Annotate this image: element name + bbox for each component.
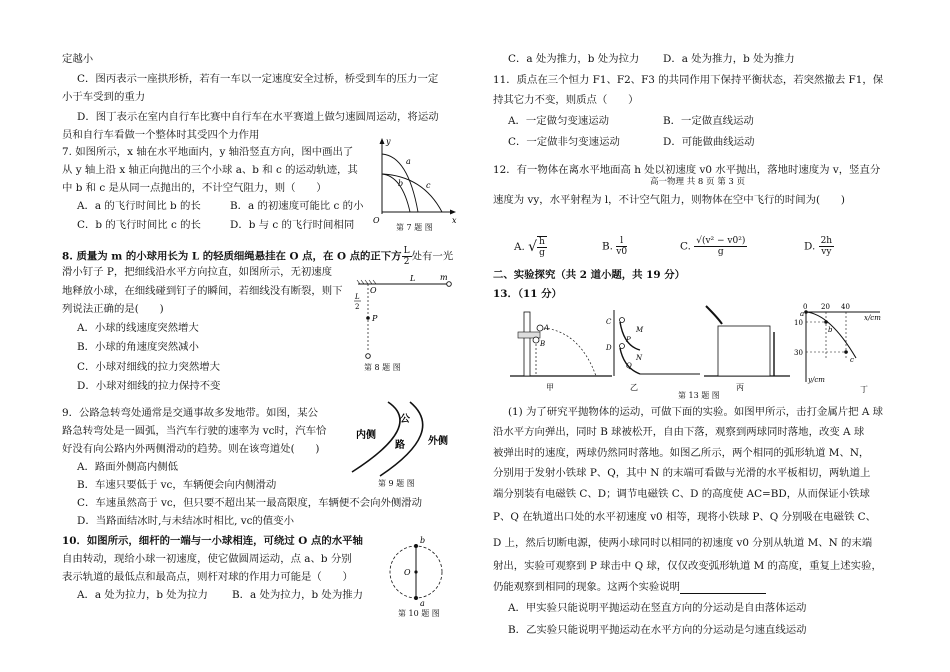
fig-label-lu: 路 [395, 440, 405, 451]
figure-bing [704, 306, 790, 392]
svg-text:A: A [544, 324, 550, 332]
q9-stem-1: 9．公路急转弯处通常是交通事故多发地带。如图，某公 [62, 407, 318, 419]
fig-label-c: c [426, 181, 431, 190]
svg-text:b: b [828, 326, 833, 334]
q10-stem-1: 10．如图所示，细杆的一端与一小球相连，可绕过 O 点的水平轴 [62, 535, 363, 547]
q13-para-5: 端分别装有电磁铁 C、D；调节电磁铁 C、D 的高度使 AC=BD，从而保证小铁球 [493, 488, 870, 500]
svg-text:30: 30 [794, 349, 803, 357]
fig-label-outer: 外侧 [428, 436, 448, 447]
q13-para-2: 沿水平方向弹出，同时 B 球被松开，自由下落，观察到两球同时落地，改变 A 球 [493, 426, 865, 438]
svg-text:c: c [850, 356, 854, 364]
q11-option-d: D．可能做曲线运动 [663, 136, 755, 148]
svg-text:10: 10 [794, 319, 803, 327]
trajectory-b [382, 174, 410, 212]
svg-text:N: N [636, 354, 643, 362]
q13-title: 13．（11 分） [493, 288, 562, 300]
text-line: 定越小 [62, 53, 94, 65]
svg-text:x/cm: x/cm [864, 314, 881, 322]
label-yi: 乙 [630, 383, 638, 392]
ball-p [620, 318, 625, 323]
fraction-l-over-2: $\frac{L}{2}$ [403, 246, 410, 267]
q9-stem-2: 路急转弯处是一圆弧，当汽车行驶的速率为 vc时，汽车恰 [62, 425, 327, 437]
svg-text:C: C [606, 318, 612, 326]
text-line: 员和自行车看做一个整体时其受四个力作用 [62, 129, 260, 141]
ball-m [447, 282, 452, 287]
q10-caption: 第 10 题 图 [398, 609, 440, 618]
q9-option-c: C．车速虽然高于 vc，但只要不超出某一最高限度，车辆便不会向外侧滑动 [77, 497, 423, 509]
page-header: 高一物理 共 8 页 第 3 页 [650, 177, 746, 187]
ball-top [414, 544, 418, 548]
q12-stem-1: 12．有一物体在离水平地面高 h 处以初速度 v0 水平抛出，落地时速度为 v，竖直分 [493, 164, 881, 176]
q8-stem-1 [62, 246, 453, 267]
q8-stem-1b: 处有一光 [411, 250, 454, 263]
svg-text:B: B [540, 340, 546, 348]
figure-ding [794, 303, 881, 394]
q10-option-b: B．a 处为拉力，b 处为推力 [232, 589, 363, 601]
fig-label-b: b [398, 179, 404, 188]
q12-stem-2: 速度为 vy，水平射程为 l，不计空气阻力，则物体在空中飞行的时间为( ) [493, 194, 845, 206]
q13-para-9: 仍能观察到相同的现象。这两个实验说明 [493, 580, 766, 594]
q9-option-a: A．路面外侧高内侧低 [77, 461, 179, 473]
fig-label-half-2: 2 [355, 303, 360, 311]
nail-p [366, 316, 370, 320]
q12-option-a: A. √ $\frac{h}{g}$ [514, 237, 545, 258]
q12-option-b: B. $\frac{l}{v0}$ [602, 236, 628, 257]
svg-text:20: 20 [821, 303, 830, 311]
q9-caption: 第 9 题 图 [378, 479, 415, 488]
label-bing: 丙 [736, 383, 744, 392]
q7-caption: 第 7 题 图 [396, 223, 433, 232]
q7-stem-1: 7. 如图所示，x 轴在水平地面内，y 轴沿竖直方向，图中画出了 [62, 146, 354, 158]
q13-para-3: 被弹出时的速度，两球仍然同时落地。如图乙所示，两个相同的弧形轨道 M、N， [493, 447, 870, 459]
svg-text:M: M [636, 326, 644, 334]
q8-option-a: A．小球的线速度突然增大 [77, 322, 199, 334]
svg-text:D: D [606, 344, 612, 352]
q7-stem-2: 从 y 轴上沿 x 轴正向抛出的三个小球 a、b 和 c 的运动轨迹，其 [62, 164, 358, 176]
trajectory-curve [806, 312, 856, 358]
q8-option-b: B．小球的角速度突然减小 [77, 341, 199, 353]
q13-para-8: 射出，实验可观察到 P 球击中 Q 球，仅仅改变弧形轨道 M 的高度，重复上述实验， [493, 560, 882, 572]
label-jia: 甲 [546, 383, 554, 392]
q7-option-b: B．a 的初速度可能比 c 的小 [230, 200, 364, 212]
q8-stem-4: 列说法正确的是( ) [62, 303, 164, 315]
q10-option-a: A．a 处为拉力，b 处为拉力 [77, 589, 208, 601]
text-line: D．图丁表示在室内自行车比赛中自行车在水平赛道上做匀速圆周运动，将运动 [77, 111, 439, 123]
q13-caption: 第 13 题 图 [678, 391, 720, 400]
q7-figure [368, 136, 458, 228]
figure-jia [510, 312, 612, 392]
q8-option-d: D．小球对细线的拉力保持不变 [77, 380, 221, 392]
fig-label-o: O [404, 568, 411, 577]
q13-para-6: P、Q 在轨道出口处的水平初速度 v0 相等，现将小铁球 P、Q 分别吸在电磁铁 C、 [493, 511, 876, 523]
q8-stem-3: 地释放小球，在细线碰到钉子的瞬间，若细线没有断裂，则下 [62, 285, 343, 297]
q10-option-d: D．a 处为推力，b 处为推力 [663, 53, 795, 65]
board [718, 326, 770, 376]
svg-text:Q: Q [626, 362, 632, 370]
q11-option-b: B．一定做直线运动 [663, 115, 754, 127]
figure-yi [605, 310, 700, 392]
q9-option-b: B．车速只要低于 vc，车辆便会向内侧滑动 [77, 479, 277, 491]
label-ding: 丁 [860, 385, 868, 394]
svg-text:0: 0 [803, 303, 808, 311]
q8-stem-1a: 8. 质量为 m 的小球用长为 L 的轻质细绳悬挂在 O 点，在 O 点的正下方 [62, 250, 402, 263]
q8-caption: 第 8 题 图 [364, 363, 401, 372]
chute [706, 306, 722, 324]
ball-bottom [414, 596, 418, 600]
text-line: 小于车受到的重力 [62, 91, 146, 103]
ball-q [620, 344, 625, 349]
fig-label-half-l: L [355, 293, 360, 301]
fig-label-y: y [386, 137, 391, 146]
fig-label-o: O [370, 286, 377, 295]
q13-figure [500, 302, 890, 398]
q12-option-d: D. $\frac{2h}{vy}$ [804, 236, 833, 257]
q7-option-d: D．b 与 c 的飞行时间相同 [230, 219, 355, 231]
fig-label-m: m [440, 273, 448, 282]
section-heading: 二、实验探究（共 2 道小题，共 19 分） [493, 269, 686, 281]
fig-label-o: O [373, 216, 380, 225]
q9-figure [340, 396, 464, 482]
svg-text:40: 40 [841, 303, 850, 311]
q8-option-c: C．小球对细线的拉力突然增大 [77, 361, 221, 373]
trajectory-a [544, 328, 596, 376]
fig-label-a: a [420, 599, 425, 608]
ball-bottom [366, 354, 371, 359]
fig-label-l: L [410, 274, 416, 283]
q7-option-a: A．a 的飞行时间比 b 的长 [77, 200, 201, 212]
q10-figure [386, 534, 446, 610]
svg-text:P: P [626, 336, 631, 344]
ball-b [533, 337, 539, 343]
q11-stem-1: 11．质点在三个恒力 F1、F2、F3 的共同作用下保持平衡状态，若突然撤去 F1，保 [493, 74, 884, 86]
q11-option-c: C．一定做非匀变速运动 [508, 136, 620, 148]
q13-para-1: (1) 为了研究平抛物体的运动，可做下面的实验。如图甲所示，击打金属片把 A 球 [508, 406, 884, 418]
q9-option-d: D．当路面结冰时,与未结冰时相比, vc的值变小 [77, 515, 294, 527]
q11-stem-2: 持其它力不变，则质点（ ） [493, 94, 639, 106]
trajectory-c [382, 174, 442, 212]
stand-pole [524, 312, 530, 376]
q7-stem-3: 中 b 和 c 是从同一点抛出的，不计空气阻力，则（ ） [62, 182, 327, 194]
pivot-o [414, 570, 417, 573]
q11-option-a: A．一定做匀变速运动 [508, 115, 610, 127]
fig-label-b: b [420, 536, 426, 545]
q8-stem-2: 滑小钉子 P，把细线沿水平方向拉直，如图所示，无初速度 [62, 266, 333, 278]
q8-figure [352, 272, 452, 364]
text-line: C．图丙表示一座拱形桥，若有一车以一定速度安全过桥，桥受到车的压力一定 [77, 73, 439, 85]
svg-text:a: a [800, 310, 805, 318]
fig-label-gong: 公 [400, 414, 410, 425]
q10-stem-2: 自由转动，现给小球一初速度，使它做圆周运动，点 a、b 分别 [62, 553, 352, 565]
svg-text:y/cm: y/cm [808, 376, 825, 384]
q13-para-7: D 上，然后切断电源，使两小球同时以相同的初速度 v0 分别从轨道 M、N 的末端 [493, 537, 873, 549]
q10-option-c: C．a 处为推力，b 处为拉力 [508, 53, 640, 65]
fig-label-inner: 内侧 [356, 430, 376, 441]
q12-option-c: C. $\frac{\text{√(v² − v0²)}}{g}$ [680, 236, 746, 257]
q13-option-b: B．乙实验只能说明平抛运动在水平方向的分运动是匀速直线运动 [508, 624, 807, 636]
ball-a [537, 325, 543, 331]
q13-para-4: 分别用于发射小铁球 P、Q，其中 N 的末端可看做与光滑的水平板相切，两轨道上 [493, 467, 871, 479]
q7-option-c: C．b 的飞行时间比 c 的长 [77, 219, 201, 231]
fig-label-p: P [372, 314, 378, 323]
q9-stem-3: 好没有向公路内外两侧滑动的趋势。则在该弯道处( ) [62, 443, 320, 455]
fig-label-x: x [452, 216, 457, 225]
fig-label-a: a [406, 157, 411, 166]
answer-blank[interactable] [680, 582, 766, 594]
q10-stem-3: 表示轨道的最低点和最高点，则杆对球的作用力可能是（ ） [62, 571, 353, 583]
q13-option-a: A．甲实验只能说明平抛运动在竖直方向的分运动是自由落体运动 [508, 602, 807, 614]
